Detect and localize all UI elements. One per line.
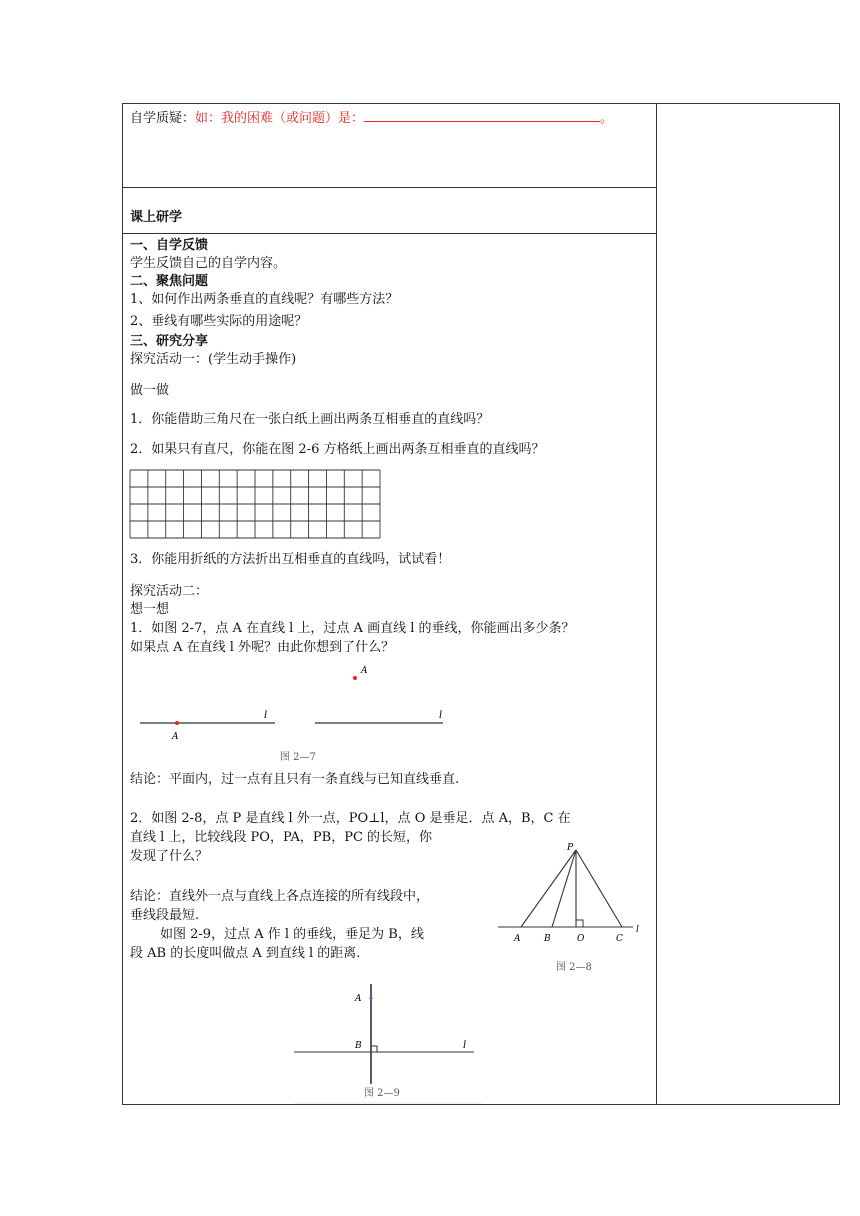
row-divider [122, 233, 657, 234]
figure-2-9-caption: 图 2—9 [364, 1088, 400, 1099]
figure-2-7-caption: 图 2—7 [280, 752, 316, 763]
figure-2-9 [294, 980, 484, 1104]
q2-line1: 2．如图 2-8，点 P 是直线 l 外一点，PO⊥l，点 O 是垂足．点 A，B，C 在 [130, 811, 571, 826]
think-q1-line2: 如果点 A 在直线 l 外呢？由此你想到了什么？ [130, 640, 395, 655]
row-divider [122, 187, 657, 188]
self-question-label: 自学质疑： [130, 111, 196, 126]
definition-line1: 如图 2-9，过点 A 作 l 的垂线，垂足为 B，线 [160, 927, 424, 942]
conclusion-2-line1: 结论：直线外一点与直线上各点连接的所有线段中， [130, 889, 430, 904]
grid-paper-figure [129, 469, 384, 541]
answer-blank[interactable] [364, 109, 600, 122]
think-q1-line1: 1．如图 2-7，点 A 在直线 l 上，过点 A 画直线 l 的垂线，你能画出多少条？ [130, 621, 575, 636]
figure-2-8 [493, 838, 653, 978]
item2: 2．如果只有直尺，你能在图 2-6 方格纸上画出两条互相垂直的直线吗？ [130, 442, 545, 457]
segment-pa [521, 850, 576, 927]
label-l: l [636, 925, 639, 935]
part1-text: 学生反馈自己的自学内容。 [130, 256, 287, 271]
figure-2-8-caption: 图 2—8 [556, 962, 592, 973]
activity1-title: 探究活动一：(学生动手操作) [130, 352, 297, 367]
label-c: C [616, 934, 623, 944]
label-a: A [355, 994, 362, 1004]
item1: 1．你能借助三角尺在一张白纸上画出两条互相垂直的直线吗？ [130, 412, 490, 427]
label-p: P [567, 843, 574, 853]
point-a-on-line [175, 721, 179, 725]
label-l-1: l [264, 710, 268, 721]
item3: 3．你能用折纸的方法折出互相垂直的直线吗，试试看！ [130, 552, 451, 567]
segment-pc [576, 850, 622, 927]
right-angle-mark [371, 1046, 377, 1052]
label-b: B [355, 1041, 362, 1051]
q2-line3: 发现了什么？ [130, 849, 209, 864]
part3-heading: 三、研究分享 [130, 334, 209, 349]
self-question-end: 。 [600, 111, 614, 126]
try-it-label: 做一做 [130, 383, 170, 398]
label-l: l [463, 1040, 467, 1051]
label-a: A [514, 934, 521, 944]
part2-q1: 1、如何作出两条垂直的直线呢？有哪些方法？ [130, 292, 399, 307]
q2-line2: 直线 l 上，比较线段 PO，PA，PB，PC 的长短，你 [130, 830, 433, 845]
segment-pb [552, 850, 576, 927]
label-b: B [544, 934, 551, 944]
label-l-2: l [439, 710, 443, 721]
label-a-2: A [361, 666, 368, 676]
right-angle-mark [576, 920, 583, 927]
point-a [370, 997, 373, 1000]
self-question-row [130, 109, 613, 128]
section-title: 课上研学 [130, 210, 183, 225]
label-a-1: A [172, 732, 179, 742]
definition-line2: 段 AB 的长度叫做点 A 到直线 l 的距离. [130, 946, 361, 961]
think-label: 想一想 [130, 602, 170, 617]
part1-heading: 一、自学反馈 [130, 238, 209, 253]
label-o: O [577, 934, 585, 944]
part2-q2: 2、垂线有哪些实际的用途呢？ [130, 314, 308, 329]
conclusion-2-line2: 垂线段最短. [130, 908, 200, 923]
notes-column-divider [656, 103, 657, 1105]
figure-2-7 [130, 660, 460, 768]
part2-heading: 二、聚焦问题 [130, 274, 209, 289]
activity2-title: 探究活动二： [130, 584, 209, 599]
point-a-off-line [353, 676, 357, 680]
conclusion-1: 结论：平面内，过一点有且只有一条直线与已知直线垂直. [130, 772, 460, 787]
self-question-prompt: 如：我的困难（或问题）是： [195, 111, 365, 126]
